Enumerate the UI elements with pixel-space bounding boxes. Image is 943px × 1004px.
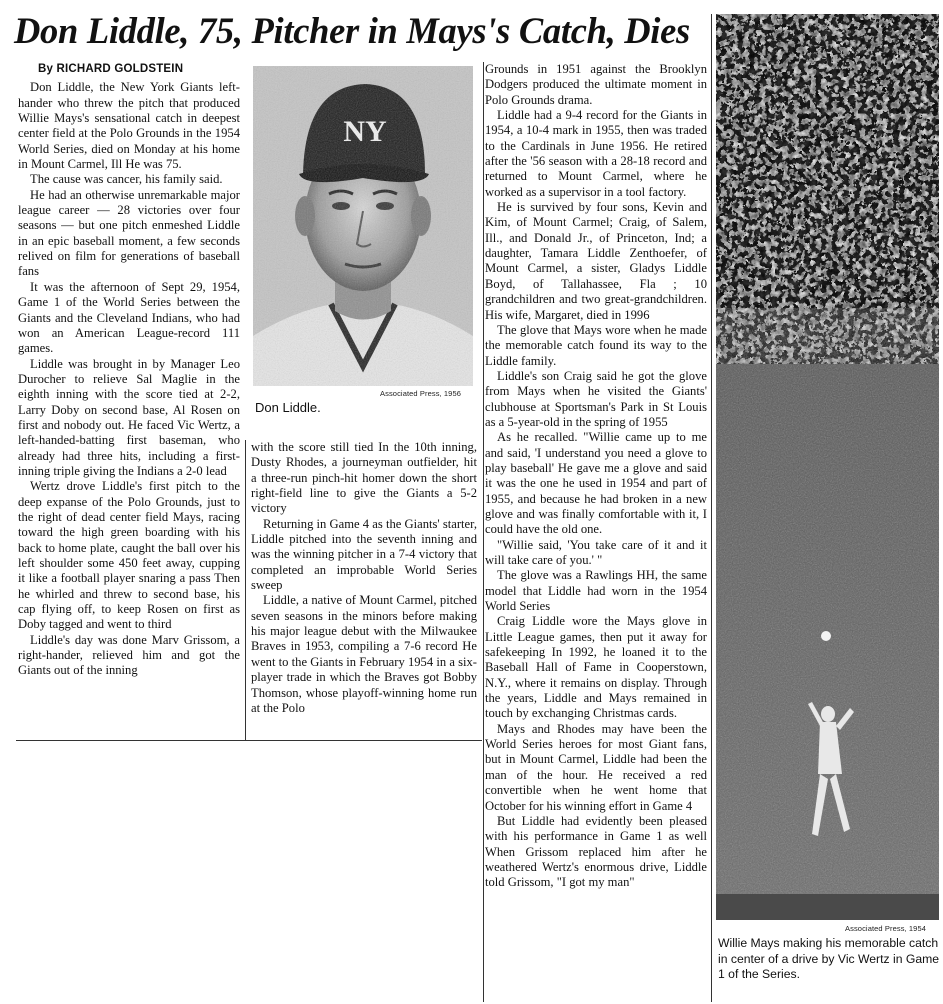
paragraph: Mays and Rhodes may have been the World Series heroes for most Giant fans, but in Mount Carmel, Liddle had been the man of the hour. He received a red convertible when he went home that October for his winning effort in Game 4 <box>485 721 707 813</box>
paragraph: Grounds in 1951 against the Brooklyn Dodgers produced the ultimate moment in Polo Grounds drama. <box>485 62 707 107</box>
photo-caption-catch: Willie Mays making his memorable catch in center of a drive by Vic Wertz in Game 1 of the Series. <box>718 936 940 981</box>
paragraph: Liddle, a native of Mount Carmel, pitched seven seasons in the minors before making his major league debut with the Milwaukee Braves in 1953, compiling a 7-6 record He went to the Giants in February 1954 in a six-player trade in which the Braves got Bobby Thomson, whose playoff-winning home run at the Polo <box>251 593 477 715</box>
section-rule <box>16 740 482 741</box>
paragraph: He is survived by four sons, Kevin and Kim, of Mount Carmel; Craig, of Salem, Ill., and Donald Jr., of Princeton, Ind; a daughter, Tamara Liddle Zenthoefer, of Mount Carmel, a sister, Gladys Liddle Boyd, of Tallahassee, Fla ; 10 grandchildren and two great-grandchildren. His wife, Margaret, died in 1996 <box>485 200 707 322</box>
article-column-1 <box>18 62 240 752</box>
paragraph: with the score still tied In the 10th inning, Dusty Rhodes, a journeyman outfielder, hit a three-run pinch-hit homer down the short right-field line to give the Giants a 5-2 victory <box>251 440 477 516</box>
paragraph: The glove that Mays wore when he made the memorable catch found its way to the Liddle family. <box>485 322 707 368</box>
paragraph: Don Liddle, the New York Giants left-hander who threw the pitch that produced Willie Mays's sensational catch in deepest center field at the Polo Grounds in the 1954 World Series, died on Monday at his home in Mount Carmel, Ill He was 75. <box>18 80 240 172</box>
photo-credit-portrait: Associated Press, 1956 <box>380 389 461 398</box>
article-column-2 <box>251 440 477 750</box>
column-rule <box>483 62 484 1002</box>
paragraph: Craig Liddle wore the Mays glove in Little League games, then put it away for safekeeping In 1992, he loaned it to the Baseball Hall of Fame in Cooperstown, N.Y., where it remains on display. Through the years, Liddle and Mays remained in touch by exchanging Christmas cards. <box>485 614 707 721</box>
paragraph: It was the afternoon of Sept 29, 1954, Game 1 of the World Series between the Giants and the Cleveland Indians, who had won an American League-record 111 games. <box>18 279 240 356</box>
portrait-illustration <box>253 66 473 386</box>
photo-credit-catch: Associated Press, 1954 <box>845 924 926 933</box>
paragraph: Liddle's day was done Marv Grissom, a right-hander, relieved him and got the Giants out of the inning <box>18 632 240 678</box>
paragraph: Liddle was brought in by Manager Leo Durocher to relieve Sal Maglie in the eighth inning with the score tied at 2-2, Larry Doby on second base, Al Rosen on first and nobody out. He faced Vic Wertz, a left-handed-batting first baseman, who already had three hits, including a first-inning triple giving the Indians a 2-0 lead <box>18 356 240 478</box>
paragraph: Returning in Game 4 as the Giants' starter, Liddle pitched into the seventh inning and was the winning pitcher in a 7-4 victory that completed an improbable World Series sweep <box>251 516 477 593</box>
catch-illustration <box>716 14 939 920</box>
portrait-photo-don-liddle <box>253 66 473 386</box>
paragraph: Liddle had a 9-4 record for the Giants in 1954, a 10-4 mark in 1955, then was traded to the Cardinals in June 1956. He retired after the '56 season with a 28-18 record and returned to Mount Carmel, where he worked as a supervisor in a tool factory. <box>485 108 707 199</box>
paragraph: As he recalled. "Willie came up to me and said, 'I understand you need a glove to play baseball' He gave me a glove and said it was the one he used in 1954 and part of 1955, and because he had broken in a new glove and was finally comfortable with it, I could have the old one. <box>485 430 707 537</box>
paragraph: Wertz drove Liddle's first pitch to the deep expanse of the Polo Grounds, just to the right of dead center field Mays, racing toward the high green boarding with his back to home plate, caught the ball over his left shoulder some 450 feet away, cupping it like a football player snaring a pass Then he whirled and threw to second base, his cap flying off, to keep Rosen on first as Doby tagged and went to third <box>18 479 240 632</box>
column-rule <box>245 440 246 740</box>
paragraph: But Liddle had evidently been pleased with his performance in Game 1 as well When Grissom replaced him after he weathered Wertz's enormous drive, Liddle told Grissom, "I got my man" <box>485 813 707 890</box>
headline: Don Liddle, 75, Pitcher in Mays's Catch, Dies <box>14 10 690 51</box>
photo-caption-portrait: Don Liddle. <box>255 400 321 415</box>
catch-photo-willie-mays <box>716 14 939 920</box>
article-column-3 <box>485 62 707 992</box>
paragraph: He had an otherwise unremarkable major league career — 28 victories over four seasons — but one pitch enmeshed Liddle in an epic baseball moment, a few seconds relived on film for generations of baseball fans <box>18 187 240 279</box>
paragraph: "Willie said, 'You take care of it and it will take care of you.' " <box>485 537 707 567</box>
column-rule <box>711 14 712 1002</box>
paragraph: Liddle's son Craig said he got the glove from Mays when he visited the Giants' clubhouse at Sportsman's Park in St Louis as a 5-year-old in the spring of 1955 <box>485 368 707 429</box>
paragraph: The cause was cancer, his family said. <box>30 172 223 187</box>
byline: By RICHARD GOLDSTEIN <box>38 63 184 75</box>
paragraph: The glove was a Rawlings HH, the same model that Liddle had worn in the 1954 World Series <box>485 568 707 614</box>
